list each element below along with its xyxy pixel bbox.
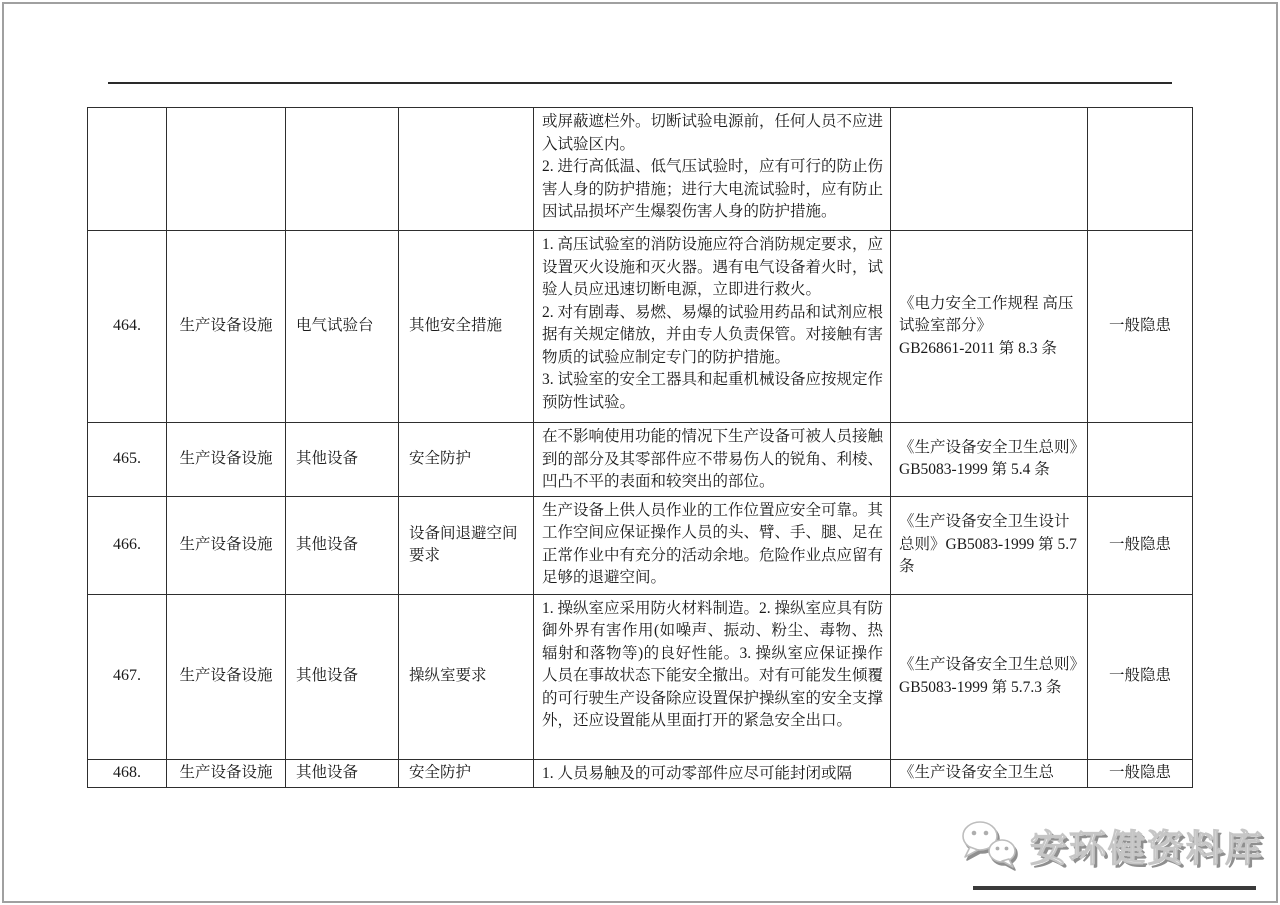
cell-number: 464. [88,231,167,423]
cell-category: 生产设备设施 [167,423,286,497]
cell-equipment: 其他设备 [286,594,399,759]
table-row-468 [88,759,1193,788]
cell-category [167,108,286,231]
cell-number: 466. [88,496,167,594]
cell-inspection-item: 安全防护 [399,759,534,788]
cell-hazard-level: 一般隐患 [1088,231,1193,423]
cell-equipment: 其他设备 [286,496,399,594]
table-row-467 [88,594,1193,759]
table-row-cont [88,108,1193,231]
footer-rule [973,886,1256,890]
cell-equipment: 其他设备 [286,759,399,788]
cell-hazard-level: 一般隐患 [1088,759,1193,788]
cell-reference-standard: 《生产设备安全卫生总 [891,759,1088,788]
cell-inspection-item: 操纵室要求 [399,594,534,759]
table-row-464 [88,231,1193,423]
table-row-466 [88,496,1193,594]
cell-standard-description: 生产设备上供人员作业的工作位置应安全可靠。其工作空间应保证操作人员的头、臂、手、腿、足在正常作业中有充分的活动余地。危险作业点应留有足够的退避空间。 [534,496,891,594]
cell-inspection-item: 其他安全措施 [399,231,534,423]
cell-number [88,108,167,231]
watermark [958,818,1264,872]
cell-inspection-item [399,108,534,231]
cell-hazard-level [1088,108,1193,231]
cell-equipment: 其他设备 [286,423,399,497]
cell-hazard-level [1088,423,1193,497]
cell-standard-description: 或屏蔽遮栏外。切断试验电源前，任何人员不应进入试验区内。 2. 进行高低温、低气压试验时，应有可行的防止伤害人身的防护措施；进行大电流试验时，应有防止因试品损坏产生爆裂伤害人身的防护措施。 [534,108,891,231]
cell-category: 生产设备设施 [167,594,286,759]
cell-category: 生产设备设施 [167,759,286,788]
cell-reference-standard: 《生产设备安全卫生总则》GB5083-1999 第 5.7.3 条 [891,594,1088,759]
cell-reference-standard: 《电力安全工作规程 高压试验室部分》 GB26861-2011 第 8.3 条 [891,231,1088,423]
cell-equipment: 电气试验台 [286,231,399,423]
cell-category: 生产设备设施 [167,231,286,423]
cell-standard-description: 1. 高压试验室的消防设施应符合消防规定要求，应设置灭火设施和灭火器。遇有电气设备着火时，试验人员应迅速切断电源，立即进行救火。 2. 对有剧毒、易燃、易爆的试验用药品和试剂应根据有关规定储放，并由专人负责保管。对接触有害物质的试验应制定专门的防护措施。 3. 试验室的安全工器具和起重机械设备应按规定作预防性试验。 [534,231,891,423]
cell-number: 467. [88,594,167,759]
cell-reference-standard: 《生产设备安全卫生设计总则》GB5083-1999 第 5.7 条 [891,496,1088,594]
hazard-checklist-table [87,107,1193,788]
cell-hazard-level: 一般隐患 [1088,594,1193,759]
cell-number: 468. [88,759,167,788]
table-row-465 [88,423,1193,497]
cell-reference-standard [891,108,1088,231]
cell-inspection-item: 安全防护 [399,423,534,497]
cell-number: 465. [88,423,167,497]
cell-standard-description: 在不影响使用功能的情况下生产设备可被人员接触到的部分及其零部件应不带易伤人的锐角、利棱、凹凸不平的表面和较突出的部位。 [534,423,891,497]
cell-inspection-item: 设备间退避空间要求 [399,496,534,594]
cell-equipment [286,108,399,231]
header-rule [108,82,1172,84]
watermark-text: 安环健资料库 [1030,828,1264,869]
cell-standard-description: 1. 操纵室应采用防火材料制造。2. 操纵室应具有防御外界有害作用(如噪声、振动、粉尘、毒物、热辐射和落物等)的良好性能。3. 操纵室应保证操作人员在事故状态下能安全撤出。对有可能发生倾覆的可行驶生产设备除应设置保护操纵室的安全支撑外，还应设置能从里面打开的紧急安全出口。 [534,594,891,759]
cell-reference-standard: 《生产设备安全卫生总则》GB5083-1999 第 5.4 条 [891,423,1088,497]
cell-hazard-level: 一般隐患 [1088,496,1193,594]
wechat-icon [958,819,1020,871]
cell-category: 生产设备设施 [167,496,286,594]
cell-standard-description: 1. 人员易触及的可动零部件应尽可能封闭或隔 [534,759,891,788]
